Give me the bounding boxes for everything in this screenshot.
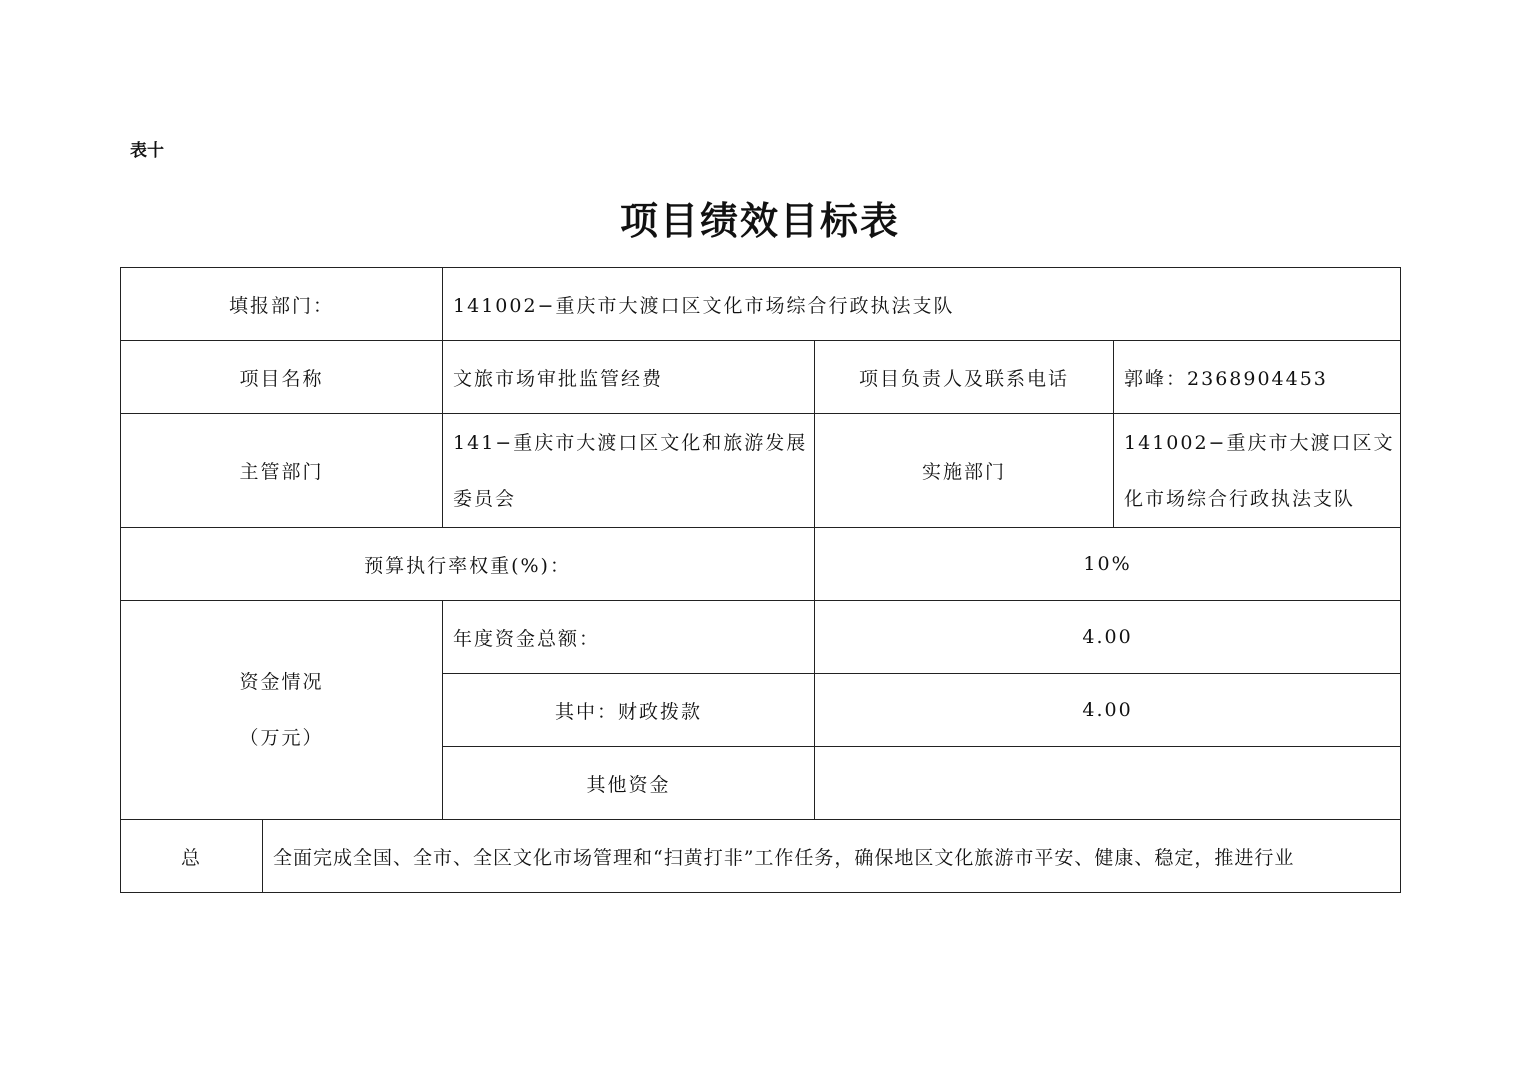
annual-total-label: 年度资金总额： bbox=[443, 601, 815, 674]
table-row-project-name bbox=[121, 341, 1401, 414]
impl-dept-value-line2: 化市场综合行政执法支队 bbox=[1124, 487, 1356, 510]
table-row-reporting-dept bbox=[121, 268, 1401, 341]
table-number-label: 表十 bbox=[130, 141, 164, 161]
project-name-label: 项目名称 bbox=[121, 341, 443, 414]
reporting-dept-value: 141002−重庆市大渡口区文化市场综合行政执法支队 bbox=[443, 268, 1401, 341]
budget-rate-value: 10% bbox=[815, 528, 1401, 601]
impl-dept-value bbox=[1114, 414, 1401, 528]
competent-dept-value-line2: 委员会 bbox=[453, 487, 517, 510]
table-row-departments bbox=[121, 414, 1401, 528]
impl-dept-value-line1: 141002−重庆市大渡口区文 bbox=[1124, 431, 1395, 454]
impl-dept-label: 实施部门 bbox=[815, 414, 1114, 528]
other-funds-value bbox=[815, 747, 1401, 820]
budget-rate-label: 预算执行率权重(%)： bbox=[121, 528, 815, 601]
fiscal-value: 4.00 bbox=[815, 674, 1401, 747]
reporting-dept-label: 填报部门： bbox=[121, 268, 443, 341]
overall-target-value: 全面完成全国、全市、全区文化市场管理和“扫黄打非”工作任务，确保地区文化旅游市平安、健康、稳定，推进行业 bbox=[263, 820, 1401, 893]
project-name-value: 文旅市场审批监管经费 bbox=[443, 341, 815, 414]
performance-target-table bbox=[120, 267, 1401, 893]
fiscal-label: 其中：财政拨款 bbox=[443, 674, 815, 747]
competent-dept-value-line1: 141−重庆市大渡口区文化和旅游发展 bbox=[453, 431, 808, 454]
table-row-overall-target bbox=[121, 820, 1401, 893]
table-row-budget-rate bbox=[121, 528, 1401, 601]
competent-dept-label: 主管部门 bbox=[121, 414, 443, 528]
project-lead-value: 郭峰：2368904453 bbox=[1114, 341, 1401, 414]
annual-total-value: 4.00 bbox=[815, 601, 1401, 674]
funds-label-line1: 资金情况 bbox=[239, 671, 324, 693]
funds-label-line2: （万元） bbox=[239, 727, 324, 749]
competent-dept-value bbox=[443, 414, 815, 528]
other-funds-label: 其他资金 bbox=[443, 747, 815, 820]
table-row-annual-total bbox=[121, 601, 1401, 674]
project-lead-label: 项目负责人及联系电话 bbox=[815, 341, 1114, 414]
page-title: 项目绩效目标表 bbox=[619, 198, 900, 243]
overall-label: 总 bbox=[121, 820, 263, 893]
funds-label bbox=[121, 601, 443, 820]
